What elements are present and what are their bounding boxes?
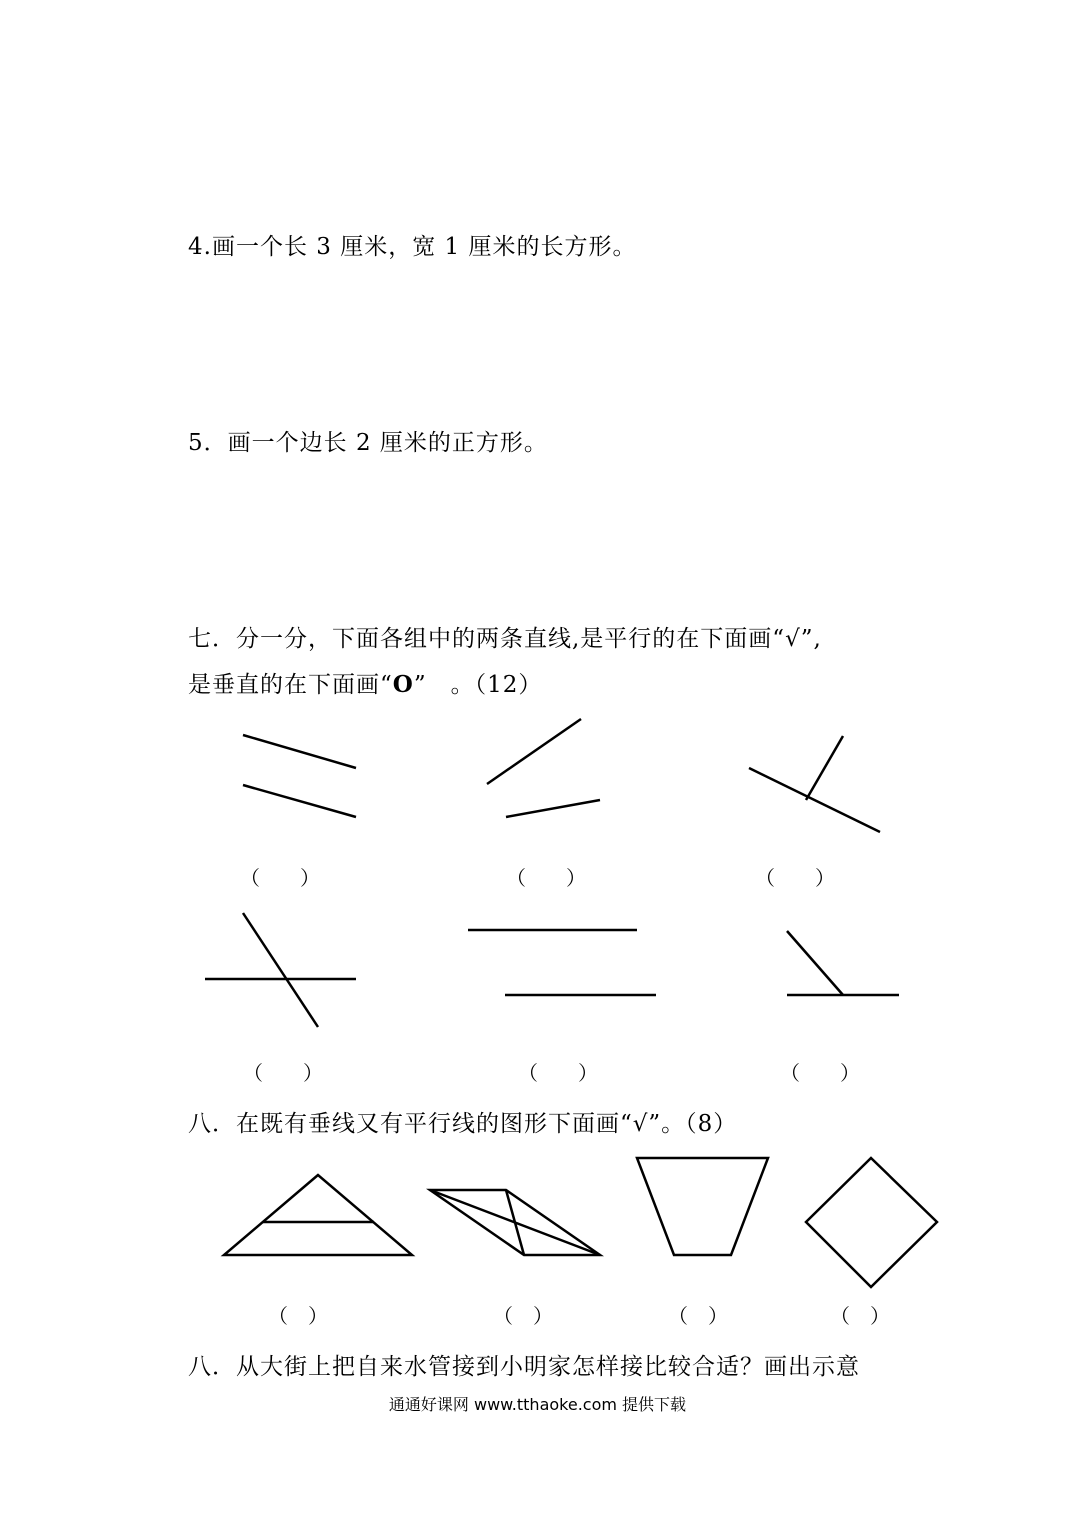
instruction-text: 是垂直的在下面画“	[188, 672, 393, 698]
answer-slot[interactable]: （ ）	[240, 866, 320, 890]
figure-crossing-lines	[205, 913, 356, 1027]
figure-angled-lines	[787, 931, 899, 995]
answer-slot[interactable]: （ ）	[518, 1061, 598, 1085]
figure-intersecting-slanted-lines	[487, 719, 600, 817]
answer-slot[interactable]: （ ）	[243, 1061, 323, 1085]
shape-parallelogram-with-diagonals	[430, 1190, 600, 1255]
answer-slot[interactable]: （ ）	[506, 866, 586, 890]
figure-perpendicular-lines	[749, 736, 880, 832]
section-7-instruction-line1: 七．分一分，下面各组中的两条直线,是平行的在下面画“√”,	[188, 626, 822, 652]
section-8-instruction: 八．在既有垂线又有平行线的图形下面画“√”。（8）	[188, 1111, 738, 1137]
shape-triangle-with-line	[224, 1175, 412, 1255]
question-4: 4.画一个长 3 厘米，宽 1 厘米的长方形。	[188, 234, 637, 260]
answer-slot[interactable]: （ ）	[755, 866, 835, 890]
answer-slot[interactable]: （ ）	[830, 1304, 890, 1328]
section-8b-question: 八．从大街上把自来水管接到小明家怎样接比较合适？画出示意	[188, 1354, 860, 1380]
shape-trapezoid	[637, 1158, 768, 1255]
figure-parallel-slanted-lines	[243, 735, 356, 817]
answer-slot[interactable]: （ ）	[493, 1304, 553, 1328]
answer-slot[interactable]: （ ）	[780, 1061, 860, 1085]
instruction-text: ” 。（12）	[413, 672, 543, 698]
circle-mark: O	[392, 671, 414, 698]
question-5: 5．画一个边长 2 厘米的正方形。	[188, 430, 548, 456]
figure-parallel-horizontal-lines	[468, 930, 656, 995]
footer-source: 通通好课网 www.tthaoke.com 提供下载	[388, 1395, 687, 1414]
shape-diamond	[806, 1158, 937, 1287]
answer-slot[interactable]: （ ）	[668, 1304, 728, 1328]
answer-slot[interactable]: （ ）	[268, 1304, 328, 1328]
